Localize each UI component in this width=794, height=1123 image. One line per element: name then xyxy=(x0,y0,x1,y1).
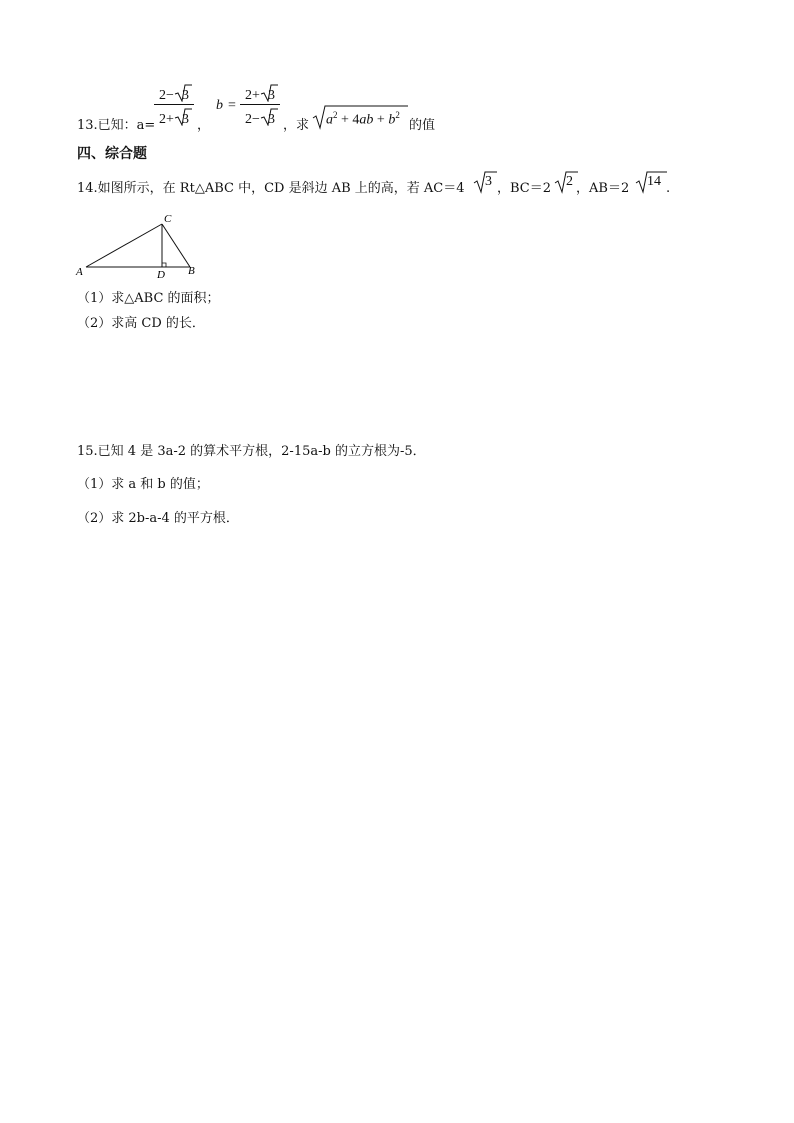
comma: ， xyxy=(197,118,211,133)
expr-b: b xyxy=(388,112,396,128)
label-c: C xyxy=(164,213,172,225)
expr-a: a xyxy=(326,112,333,128)
fraction-a-num-radicand: 3 xyxy=(181,88,189,103)
bc-label: ，BC＝2 xyxy=(497,181,552,196)
section-heading: 四、综合题 xyxy=(77,146,147,162)
fraction-a-denominator: 2+ xyxy=(159,112,174,127)
expr-plus-four: + 4 xyxy=(341,112,360,128)
label-b: B xyxy=(188,265,195,277)
ab-label: ，AB＝2 xyxy=(576,181,630,196)
ask-text: ，求 xyxy=(283,118,310,133)
q15-stem: 15.已知 4 是 3a-2 的算术平方根，2-15a-b 的立方根为-5． xyxy=(77,444,426,459)
fraction-a-den-radicand: 3 xyxy=(181,112,189,127)
side-ac xyxy=(86,224,162,267)
q13-suffix: 的值 xyxy=(409,118,436,133)
fraction-b-den-radicand: 3 xyxy=(267,112,275,127)
sqrt-expression xyxy=(326,110,400,129)
q15-part2: （2）求 2b-a-4 的平方根． xyxy=(77,511,239,526)
label-d: D xyxy=(157,269,165,280)
fraction-b xyxy=(240,84,280,128)
fraction-a-numerator: 2− xyxy=(159,88,174,103)
label-a: A xyxy=(76,266,83,278)
q14-part2: （2）求高 CD 的长． xyxy=(77,316,205,331)
q14-part1: （1）求△ABC 的面积； xyxy=(77,291,220,306)
sqrt-bc-radicand: 2 xyxy=(566,174,573,189)
fraction-bar xyxy=(154,104,194,105)
fraction-a xyxy=(154,84,194,128)
right-angle-mark xyxy=(162,263,166,267)
period: . xyxy=(666,181,671,196)
expr-exponent: 2 xyxy=(395,110,400,120)
sqrt-ab-radicand: 14 xyxy=(647,174,661,189)
sqrt-ac-radicand: 3 xyxy=(485,174,492,189)
triangle-figure xyxy=(70,208,210,280)
equals-sign: = xyxy=(228,98,236,113)
expr-exponent: 2 xyxy=(333,110,338,120)
b-variable: b xyxy=(216,98,223,113)
fraction-b-numerator: 2+ xyxy=(245,88,260,103)
fraction-b-denominator: 2− xyxy=(245,112,260,127)
fraction-bar xyxy=(240,104,280,105)
q15-part1: （1）求 a 和 b 的值； xyxy=(77,477,209,492)
q14-stem: 14.如图所示，在 Rt△ABC 中，CD 是斜边 AB 上的高，若 AC＝4 xyxy=(77,181,465,196)
fraction-b-num-radicand: 3 xyxy=(267,88,275,103)
side-bc xyxy=(162,224,190,267)
expr-plus: + xyxy=(376,112,385,128)
expr-ab: ab xyxy=(359,112,374,128)
q13-prefix: 13.已知：a= xyxy=(77,118,156,133)
